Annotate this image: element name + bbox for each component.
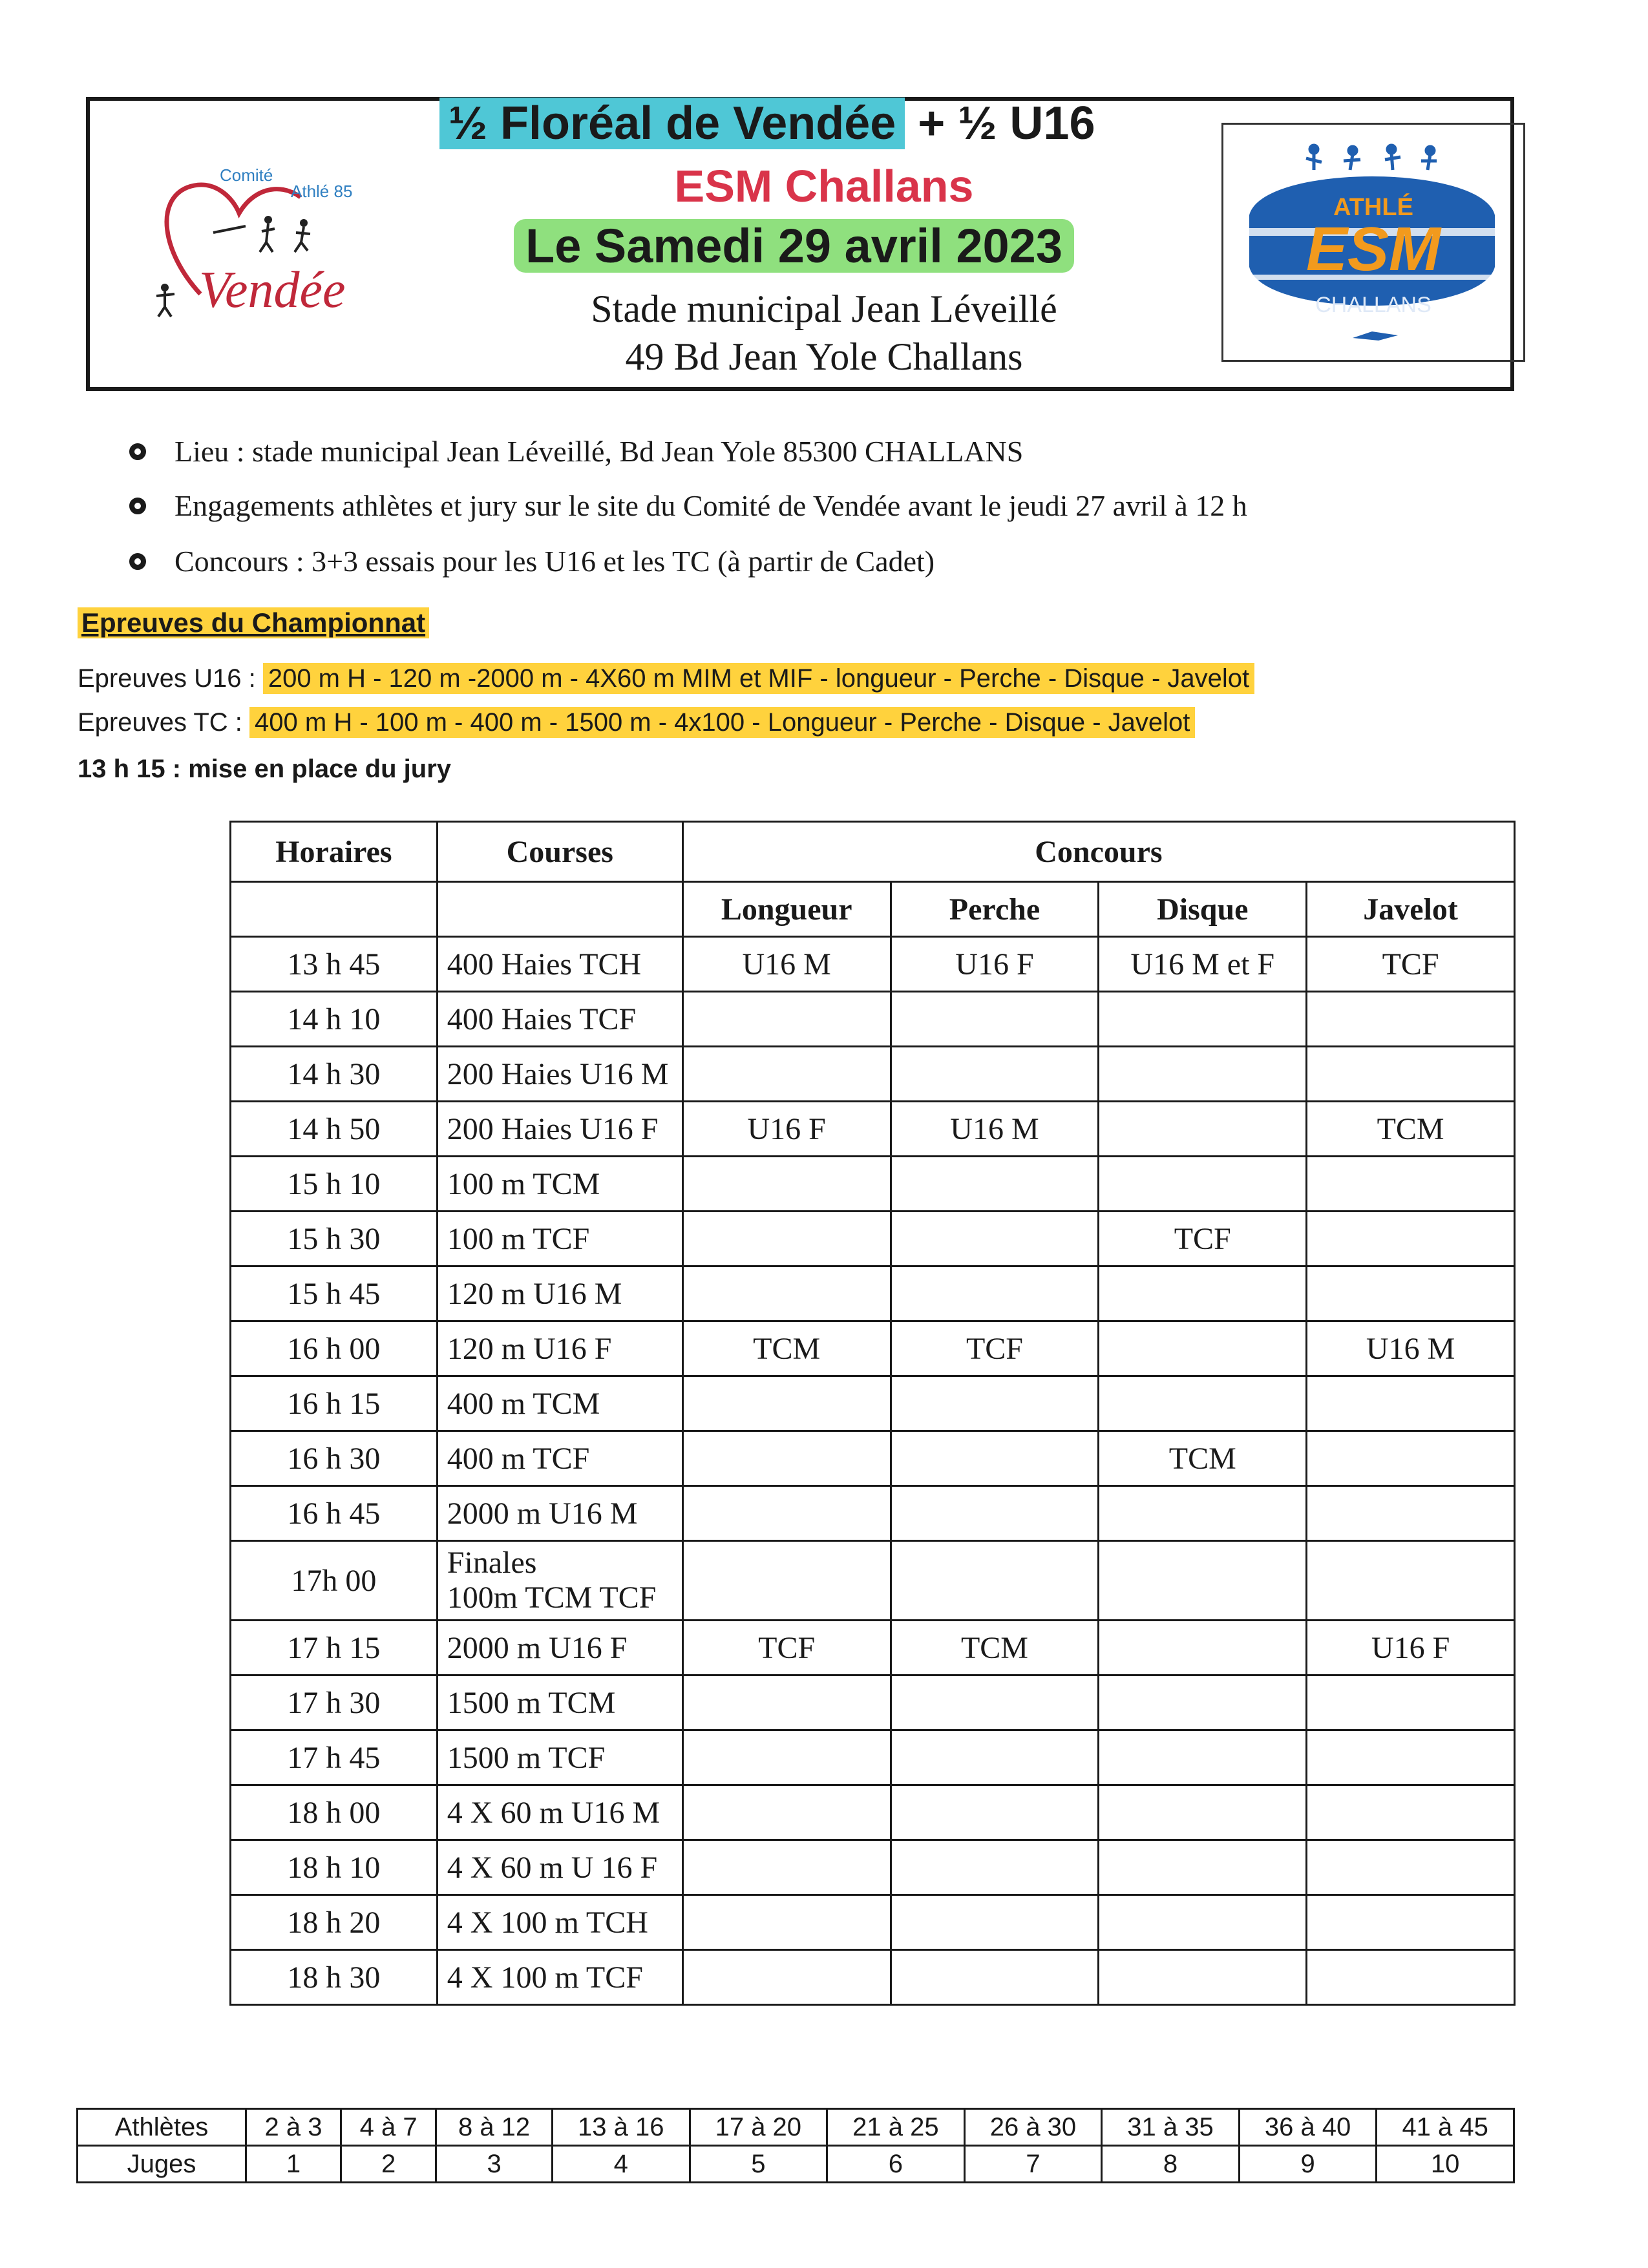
row-javelot — [1307, 1266, 1515, 1321]
row-time: 16 h 00 — [231, 1321, 438, 1376]
schedule-row — [231, 1321, 1515, 1376]
row-course: 400 m TCF — [437, 1431, 682, 1486]
row-disque — [1099, 1376, 1307, 1431]
row-longueur — [682, 1486, 891, 1541]
row-course: 400 Haies TCF — [437, 992, 682, 1047]
logo-athle85-text: Athlé 85 — [291, 182, 353, 201]
athletes-range: 36 à 40 — [1239, 2109, 1377, 2146]
section-title: Epreuves du Championnat — [78, 607, 429, 638]
epreuves-tc — [78, 708, 1195, 737]
juges-count: 5 — [690, 2146, 827, 2183]
juges-count: 4 — [552, 2146, 690, 2183]
epreuves-tc-label: Epreuves TC : — [78, 708, 242, 737]
logo-vendee-text: Vendée — [199, 262, 346, 319]
athletes-range: 13 à 16 — [552, 2109, 690, 2146]
juges-count: 3 — [436, 2146, 553, 2183]
row-perche — [891, 1212, 1099, 1266]
row-perche — [891, 1376, 1099, 1431]
row-javelot — [1307, 1212, 1515, 1266]
row-javelot — [1307, 1376, 1515, 1431]
athletes-range: 21 à 25 — [827, 2109, 965, 2146]
row-time: 16 h 45 — [231, 1486, 438, 1541]
row-perche — [891, 1675, 1099, 1730]
row-time: 15 h 10 — [231, 1157, 438, 1212]
row-course: 2000 m U16 F — [437, 1621, 682, 1675]
row-time: 17 h 15 — [231, 1621, 438, 1675]
schedule-row — [231, 1840, 1515, 1895]
schedule-table — [229, 821, 1516, 2006]
row-javelot — [1307, 1785, 1515, 1840]
schedule-row — [231, 1730, 1515, 1785]
row-longueur — [682, 1157, 891, 1212]
schedule-row — [231, 1102, 1515, 1157]
bullet-circle-icon — [129, 443, 146, 460]
row-javelot — [1307, 1950, 1515, 2005]
athletes-range: 17 à 20 — [690, 2109, 827, 2146]
athletes-range: 8 à 12 — [436, 2109, 553, 2146]
row-longueur: U16 F — [682, 1102, 891, 1157]
row-course: 120 m U16 F — [437, 1321, 682, 1376]
athletes-range: 2 à 3 — [246, 2109, 341, 2146]
row-perche — [891, 1785, 1099, 1840]
row-disque — [1099, 1840, 1307, 1895]
header-perche: Perche — [891, 882, 1099, 937]
event-date — [514, 218, 1074, 273]
row-javelot — [1307, 1541, 1515, 1621]
row-disque — [1099, 1047, 1307, 1102]
row-perche — [891, 1486, 1099, 1541]
row-perche — [891, 992, 1099, 1047]
row-disque — [1099, 1785, 1307, 1840]
row-javelot — [1307, 992, 1515, 1047]
row-perche — [891, 1895, 1099, 1950]
row-perche — [891, 1840, 1099, 1895]
row-javelot: TCF — [1307, 937, 1515, 992]
schedule-body — [231, 937, 1515, 2005]
row-longueur — [682, 1541, 891, 1621]
schedule-row — [231, 1212, 1515, 1266]
bullet-engagements — [129, 488, 1247, 523]
row-longueur — [682, 1266, 891, 1321]
row-longueur — [682, 992, 891, 1047]
row-longueur: TCF — [682, 1621, 891, 1675]
esm-logo — [1221, 123, 1525, 362]
bullet-text: Lieu : stade municipal Jean Léveillé, Bd Jean Yole 85300 CHALLANS — [174, 435, 1024, 468]
row-disque — [1099, 1266, 1307, 1321]
row-longueur — [682, 1376, 891, 1431]
esm-logo-esm: ESM — [1305, 215, 1441, 284]
row-perche — [891, 1541, 1099, 1621]
row-time: 13 h 45 — [231, 937, 438, 992]
title-u16: + ½ U16 — [905, 98, 1095, 149]
row-course: 1500 m TCF — [437, 1730, 682, 1785]
epreuves-u16-list: 200 m H - 120 m -2000 m - 4X60 m MIM et MIF - longueur - Perche - Disque - Javelot — [263, 663, 1254, 694]
row-time: 17 h 30 — [231, 1675, 438, 1730]
row-longueur — [682, 1675, 891, 1730]
esm-logo-athle: ATHLÉ — [1333, 194, 1413, 221]
row-course: 100 m TCM — [437, 1157, 682, 1212]
header-disque: Disque — [1099, 882, 1307, 937]
row-longueur — [682, 1950, 891, 2005]
row-javelot — [1307, 1895, 1515, 1950]
row-disque: U16 M et F — [1099, 937, 1307, 992]
row-javelot: U16 M — [1307, 1321, 1515, 1376]
row-time: 14 h 50 — [231, 1102, 438, 1157]
athletes-label: Athlètes — [78, 2109, 246, 2146]
row-javelot — [1307, 1730, 1515, 1785]
schedule-row — [231, 937, 1515, 992]
row-disque — [1099, 1541, 1307, 1621]
header-empty — [437, 882, 682, 937]
juges-count: 1 — [246, 2146, 341, 2183]
row-disque — [1099, 1621, 1307, 1675]
schedule-row — [231, 1950, 1515, 2005]
schedule-row — [231, 1621, 1515, 1675]
header-javelot: Javelot — [1307, 882, 1515, 937]
row-time: 18 h 20 — [231, 1895, 438, 1950]
header-empty — [231, 882, 438, 937]
row-javelot: TCM — [1307, 1102, 1515, 1157]
header-horaires: Horaires — [231, 822, 438, 882]
row-javelot — [1307, 1675, 1515, 1730]
header-longueur: Longueur — [682, 882, 891, 937]
row-course: 2000 m U16 M — [437, 1486, 682, 1541]
row-perche: TCM — [891, 1621, 1099, 1675]
row-course: 200 Haies U16 M — [437, 1047, 682, 1102]
juges-row — [78, 2146, 1514, 2183]
juges-count: 8 — [1102, 2146, 1240, 2183]
row-javelot — [1307, 1431, 1515, 1486]
row-javelot — [1307, 1157, 1515, 1212]
row-disque: TCF — [1099, 1212, 1307, 1266]
row-disque: TCM — [1099, 1431, 1307, 1486]
row-disque — [1099, 1486, 1307, 1541]
row-time: 16 h 15 — [231, 1376, 438, 1431]
juges-count: 7 — [964, 2146, 1102, 2183]
row-time: 15 h 45 — [231, 1266, 438, 1321]
row-perche — [891, 1730, 1099, 1785]
row-course: 400 Haies TCH — [437, 937, 682, 992]
row-longueur — [682, 1431, 891, 1486]
row-course: Finales 100m TCM TCF — [437, 1541, 682, 1621]
schedule-row — [231, 992, 1515, 1047]
jury-note: 13 h 15 : mise en place du jury — [78, 755, 452, 783]
row-longueur — [682, 1047, 891, 1102]
row-disque — [1099, 1102, 1307, 1157]
schedule-row — [231, 1895, 1515, 1950]
row-disque — [1099, 1157, 1307, 1212]
row-perche — [891, 1950, 1099, 2005]
row-time: 15 h 30 — [231, 1212, 438, 1266]
row-course: 4 X 100 m TCH — [437, 1895, 682, 1950]
row-longueur: TCM — [682, 1321, 891, 1376]
schedule-row — [231, 1047, 1515, 1102]
schedule-row — [231, 1541, 1515, 1621]
bullet-text: Engagements athlètes et jury sur le site du Comité de Vendée avant le jeudi 27 avril à 12 h — [174, 489, 1247, 522]
row-course: 200 Haies U16 F — [437, 1102, 682, 1157]
row-javelot — [1307, 1486, 1515, 1541]
juges-count: 9 — [1239, 2146, 1377, 2183]
row-course: 1500 m TCM — [437, 1675, 682, 1730]
bullet-text: Concours : 3+3 essais pour les U16 et les TC (à partir de Cadet) — [174, 545, 935, 578]
row-perche: U16 M — [891, 1102, 1099, 1157]
row-longueur — [682, 1785, 891, 1840]
schedule-row — [231, 1157, 1515, 1212]
venue-name: Stade municipal Jean Léveillé — [591, 288, 1057, 330]
row-disque — [1099, 1730, 1307, 1785]
row-time: 14 h 10 — [231, 992, 438, 1047]
schedule-row — [231, 1266, 1515, 1321]
row-disque — [1099, 1895, 1307, 1950]
row-longueur — [682, 1212, 891, 1266]
esm-logo-challans: CHALLANS — [1315, 293, 1431, 317]
juges-count: 10 — [1377, 2146, 1514, 2183]
juges-count: 6 — [827, 2146, 965, 2183]
row-time: 18 h 30 — [231, 1950, 438, 2005]
epreuves-tc-list: 400 m H - 100 m - 400 m - 1500 m - 4x100 - Longueur - Perche - Disque - Javelot — [249, 707, 1195, 738]
row-perche — [891, 1157, 1099, 1212]
row-perche — [891, 1431, 1099, 1486]
row-time: 17 h 45 — [231, 1730, 438, 1785]
bullet-circle-icon — [129, 498, 146, 514]
athletes-juges-table — [76, 2108, 1515, 2183]
athletes-row — [78, 2109, 1514, 2146]
bullet-concours — [129, 544, 935, 578]
row-javelot — [1307, 1840, 1515, 1895]
row-disque — [1099, 992, 1307, 1047]
row-time: 18 h 10 — [231, 1840, 438, 1895]
juges-count: 2 — [341, 2146, 436, 2183]
row-disque — [1099, 1675, 1307, 1730]
row-longueur: U16 M — [682, 937, 891, 992]
row-time: 18 h 00 — [231, 1785, 438, 1840]
row-disque — [1099, 1321, 1307, 1376]
athletes-range: 31 à 35 — [1102, 2109, 1240, 2146]
row-time: 17h 00 — [231, 1541, 438, 1621]
bullet-circle-icon — [129, 553, 146, 570]
athletes-range: 26 à 30 — [964, 2109, 1102, 2146]
row-perche — [891, 1266, 1099, 1321]
header-concours: Concours — [682, 822, 1514, 882]
row-course: 4 X 60 m U16 M — [437, 1785, 682, 1840]
row-javelot: U16 F — [1307, 1621, 1515, 1675]
logo-comite-text: Comité — [220, 165, 273, 185]
header-courses: Courses — [437, 822, 682, 882]
schedule-row — [231, 1376, 1515, 1431]
page-title — [439, 97, 1095, 150]
row-course: 400 m TCM — [437, 1376, 682, 1431]
row-perche: TCF — [891, 1321, 1099, 1376]
row-longueur — [682, 1730, 891, 1785]
row-longueur — [682, 1895, 891, 1950]
event-date-text: Le Samedi 29 avril 2023 — [514, 219, 1074, 273]
athletes-range: 4 à 7 — [341, 2109, 436, 2146]
row-perche — [891, 1047, 1099, 1102]
club-name: ESM Challans — [674, 161, 974, 211]
row-course: 120 m U16 M — [437, 1266, 682, 1321]
bullet-lieu — [129, 434, 1023, 468]
row-longueur — [682, 1840, 891, 1895]
row-course: 4 X 100 m TCF — [437, 1950, 682, 2005]
athletes-range: 41 à 45 — [1377, 2109, 1514, 2146]
row-course: 4 X 60 m U 16 F — [437, 1840, 682, 1895]
schedule-row — [231, 1675, 1515, 1730]
schedule-row — [231, 1431, 1515, 1486]
epreuves-u16-label: Epreuves U16 : — [78, 664, 256, 693]
row-time: 14 h 30 — [231, 1047, 438, 1102]
row-course: 100 m TCF — [437, 1212, 682, 1266]
epreuves-u16 — [78, 664, 1254, 693]
juges-label: Juges — [78, 2146, 246, 2183]
row-disque — [1099, 1950, 1307, 2005]
venue-address: 49 Bd Jean Yole Challans — [625, 335, 1023, 378]
schedule-row — [231, 1486, 1515, 1541]
row-javelot — [1307, 1047, 1515, 1102]
title-floreal: ½ Floréal de Vendée — [439, 98, 905, 149]
row-time: 16 h 30 — [231, 1431, 438, 1486]
row-perche: U16 F — [891, 937, 1099, 992]
schedule-row — [231, 1785, 1515, 1840]
